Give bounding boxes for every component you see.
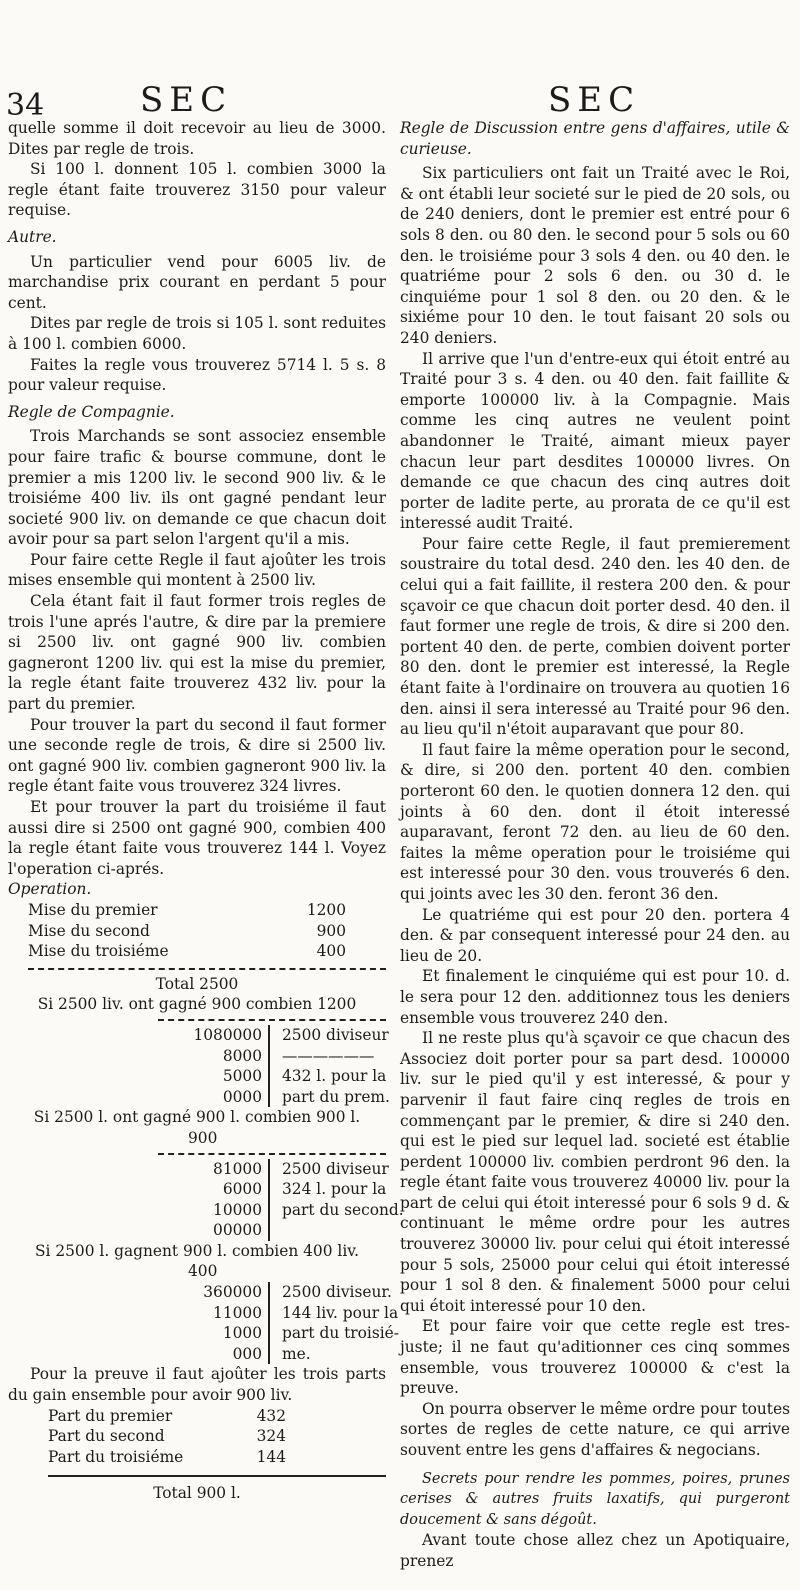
paragraph: Faites la regle vous trouverez 5714 l. 5 s. 8 pour valeur requise.: [8, 355, 386, 395]
running-head-left: SEC: [140, 80, 233, 120]
paragraph: Et pour faire voir que cette regle est tres-juste; il ne faut qu'aditionner ces cinq sommes ensemble, vous trouverez 100000 & c'est la preuve.: [400, 1317, 790, 1398]
mise-value: 400: [316, 942, 346, 961]
calc-value: 81000: [213, 1159, 262, 1178]
calc-value: 0000: [222, 1087, 262, 1106]
paragraph: Pour la preuve il faut ajoûter les trois parts du gain ensemble pour avoir 900 liv.: [8, 1365, 386, 1405]
paragraph: quelle somme il doit recevoir au lieu de 3000. Dites par regle de trois.: [8, 119, 386, 158]
paragraph: On pourra observer le même ordre pour toutes sortes de regles de cette nature, ce qui arrive souvent entre les gens d'affaires & negocians.: [400, 1399, 790, 1459]
part-label: Part du second: [48, 1427, 165, 1446]
calc-note: part du second.: [282, 1200, 404, 1219]
calc-value: 6000: [222, 1180, 262, 1199]
mise-label: Mise du second: [28, 921, 150, 940]
calc-value: 5000: [222, 1067, 262, 1086]
left-column: [8, 118, 404, 1504]
paragraph: Avant toute chose allez chez un Apotiquaire, prenez: [400, 1531, 790, 1570]
part-value: 432: [256, 1406, 286, 1425]
total-mises: Total 2500: [155, 974, 239, 993]
paragraph: Le quatriéme qui est pour 20 den. portera 4 den. & par consequent interessé pour 24 den. au lieu de 20.: [400, 905, 790, 965]
calc-note: 2500 diviseur: [282, 1159, 389, 1178]
divider: [158, 1153, 386, 1155]
part-row: [8, 1406, 386, 1427]
right-column: [400, 118, 790, 1572]
paragraph: Il arrive que l'un d'entre-eux qui étoit entré au Traité pour 3 s. 4 den. ou 40 den. fait faillite & emporte 100000 liv. à la Compagnie. Mais comme les cinq autres ne veulent point abandonner le Traité, aimant mieux payer chacun leur part desdites 100000 livres. On demande ce que chacun des cinq autres doit porter de ladite perte, au prorata de ce qu'il est interessé audit Traité.: [400, 349, 790, 533]
calc-note: [276, 1220, 406, 1241]
mise-row: [8, 921, 386, 942]
calc-note: me.: [282, 1344, 311, 1363]
section-heading-discussion: Regle de Discussion entre gens d'affaires, utile & curieuse.: [400, 119, 790, 158]
mise-value: 1200: [306, 900, 346, 919]
calc-note: part du troisié-: [282, 1324, 399, 1343]
part-label: Part du premier: [48, 1406, 173, 1425]
calc-note: 2500 diviseur: [282, 1025, 389, 1044]
calc-value: 10000: [213, 1200, 262, 1219]
paragraph: Et finalement le cinquiéme qui est pour 10. d. le sera pour 12 den. additionnez tous les deniers ensemble vous trouverez 240 den.: [400, 967, 790, 1027]
operation-heading: Operation.: [8, 880, 92, 899]
calc-value: 11000: [213, 1303, 262, 1322]
calc-note: 432 l. pour la: [282, 1067, 387, 1086]
calc-note: 324 l. pour la: [282, 1180, 387, 1199]
calc-value: 000: [232, 1344, 262, 1363]
total-parts: Total 900 l.: [153, 1484, 241, 1503]
part-value: 324: [256, 1427, 286, 1446]
paragraph: Cela étant fait il faut former trois regles de trois l'une aprés l'autre, & dire par la premiere si 2500 liv. ont gagné 900 liv. combien gagneront 1200 liv. qui est la mise du premier, la regle étant faite trouverez 432 liv. pour la part du premier.: [8, 592, 386, 714]
calc-value: 1000: [222, 1324, 262, 1343]
calc-top: 900: [188, 1128, 218, 1147]
paragraph: Six particuliers ont fait un Traité avec le Roi, & ont établi leur societé sur le pied de 20 sols, ou de 240 deniers, dont le premier est entré pour 6 sols 8 den. ou 80 den. le second pour 5 sols ou 60 den. le troisiéme pour 3 sols 4 den. ou 40 den. le quatriéme pour 2 sols 6 den. ou 30 d. le cinquiéme pour 1 sol 8 den. ou 20 den. & le sixiéme pour 10 den. le tout faisant 20 sols ou 240 deniers.: [400, 164, 790, 347]
rule-of-three-1: Si 2500 liv. ont gagné 900 combien 1200: [37, 995, 357, 1014]
division-calc-3: [158, 1282, 399, 1364]
divider: [28, 968, 386, 970]
calc-value: 360000: [203, 1283, 262, 1302]
paragraph: Pour faire cette Regle, il faut premierement soustraire du total desd. 240 den. les 40 den. de celui qui a fait faillite, il restera 200 den. & pour sçavoir ce que chacun doit porter desd. 40 den. il faut former une regle de trois, & dire si 200 den. portent 40 den. de perte, combien doivent porter 80 den. dont le premier est interessé, la Regle étant faite à l'ordinaire on trouvera au quotien 16 den. ainsi il sera interessé au Traité pour 96 den. au lieu qu'il n'étoit auparavant que pour 80.: [400, 534, 790, 739]
section-heading-compagnie: Regle de Compagnie.: [8, 402, 175, 421]
running-head-right: SEC: [548, 80, 641, 120]
mise-label: Mise du troisiéme: [28, 942, 169, 961]
calc-note: 144 liv. pour la: [282, 1303, 399, 1322]
part-row: [8, 1447, 386, 1468]
calc-note: part du prem.: [282, 1087, 390, 1106]
calc-note: 2500 diviseur.: [282, 1283, 392, 1302]
paragraph: Si 100 l. donnent 105 l. combien 3000 la regle étant faite trouverez 3150 pour valeur requise.: [8, 160, 386, 220]
page-number: 34: [6, 88, 45, 123]
paragraph: Et pour trouver la part du troisiéme il faut aussi dire si 2500 ont gagné 900, combien 400 la regle étant faite vous trouverez 144 l. Voyez l'operation ci-aprés.: [8, 798, 386, 878]
mise-row: [8, 941, 386, 962]
paragraph: Pour faire cette Regle il faut ajoûter les trois mises ensemble qui montent à 2500 liv.: [8, 550, 386, 590]
division-calc-2: [158, 1159, 404, 1241]
division-calc-1: [158, 1025, 390, 1107]
part-value: 144: [256, 1447, 286, 1466]
paragraph: Il faut faire la même operation pour le second, & dire, si 200 den. portent 40 den. combien porteront 60 den. le quotien donnera 12 den. qui joints à 60 den. dont il étoit interessé auparavant, feront 72 den. au lieu de 60 den. faites la même operation pour le troisiéme qui est interessé pour 30 den. vous trouverés 6 den. qui joints avec les 30 den. feront 36 den.: [400, 740, 790, 903]
divider: [158, 1019, 386, 1021]
rule-of-three-2: Si 2500 l. ont gagné 900 l. combien 900 l.: [33, 1108, 361, 1127]
part-row: [8, 1426, 386, 1447]
calc-note: ——————: [282, 1046, 375, 1065]
calc-value: 1080000: [193, 1025, 262, 1044]
mise-row: [8, 900, 386, 921]
section-heading-autre: Autre.: [8, 227, 57, 246]
calc-top: 400: [188, 1262, 218, 1281]
paragraph: Pour trouver la part du second il faut former une seconde regle de trois, & dire si 2500 liv. ont gagné 900 liv. combien gagneront 900 liv. la regle étant faite vous trouverez 324 livres.: [8, 715, 386, 796]
mise-label: Mise du premier: [28, 900, 158, 919]
part-label: Part du troisiéme: [48, 1447, 184, 1466]
paragraph: Il ne reste plus qu'à sçavoir ce que chacun des Associez doit porter pour sa part desd. 100000 liv. sur le pied qu'il y est interessé, & pour y parvenir il faut faire cinq regles de trois en commençant par le premier, & dire si 240 den. qui est le pied sur lequel lad. societé est établie perdent 100000 liv. combien perdront 96 den. la regle étant faite vous trouverez 40000 liv. pour la part de celui qui étoit interessé pour 6 sols 9 d. & continuant le même ordre pour les autres trouverez 30000 liv. pour celui qui étoit interessé pour 5 sols, 25000 pour celui qui étoit interessé pour 1 sol 8 den. & finalement 5000 pour celui qui étoit interessé pour 10 den.: [400, 1029, 790, 1315]
calc-value: 8000: [222, 1046, 262, 1065]
paragraph: Un particulier vend pour 6005 liv. de marchandise prix courant en perdant 5 pour cent.: [8, 252, 386, 312]
divider: [48, 1475, 386, 1477]
calc-value: 00000: [213, 1221, 262, 1240]
rule-of-three-3: Si 2500 l. gagnent 900 l. combien 400 liv.: [34, 1241, 360, 1260]
paragraph: Trois Marchands se sont associez ensemble pour faire trafic & bourse commune, dont le premier a mis 1200 liv. le second 900 liv. & le troisiéme 400 liv. ils ont gagné pendant leur societé 900 liv. on demande ce que chacun doit avoir pour sa part selon l'argent qu'il a mis.: [8, 427, 386, 549]
paragraph: Dites par regle de trois si 105 l. sont reduites à 100 l. combien 6000.: [8, 314, 386, 353]
mise-value: 900: [316, 921, 346, 940]
section-heading-secrets: Secrets pour rendre les pommes, poires, prunes cerises & autres fruits laxatifs, qui purgeront doucement & sans dégoût.: [400, 1470, 790, 1528]
